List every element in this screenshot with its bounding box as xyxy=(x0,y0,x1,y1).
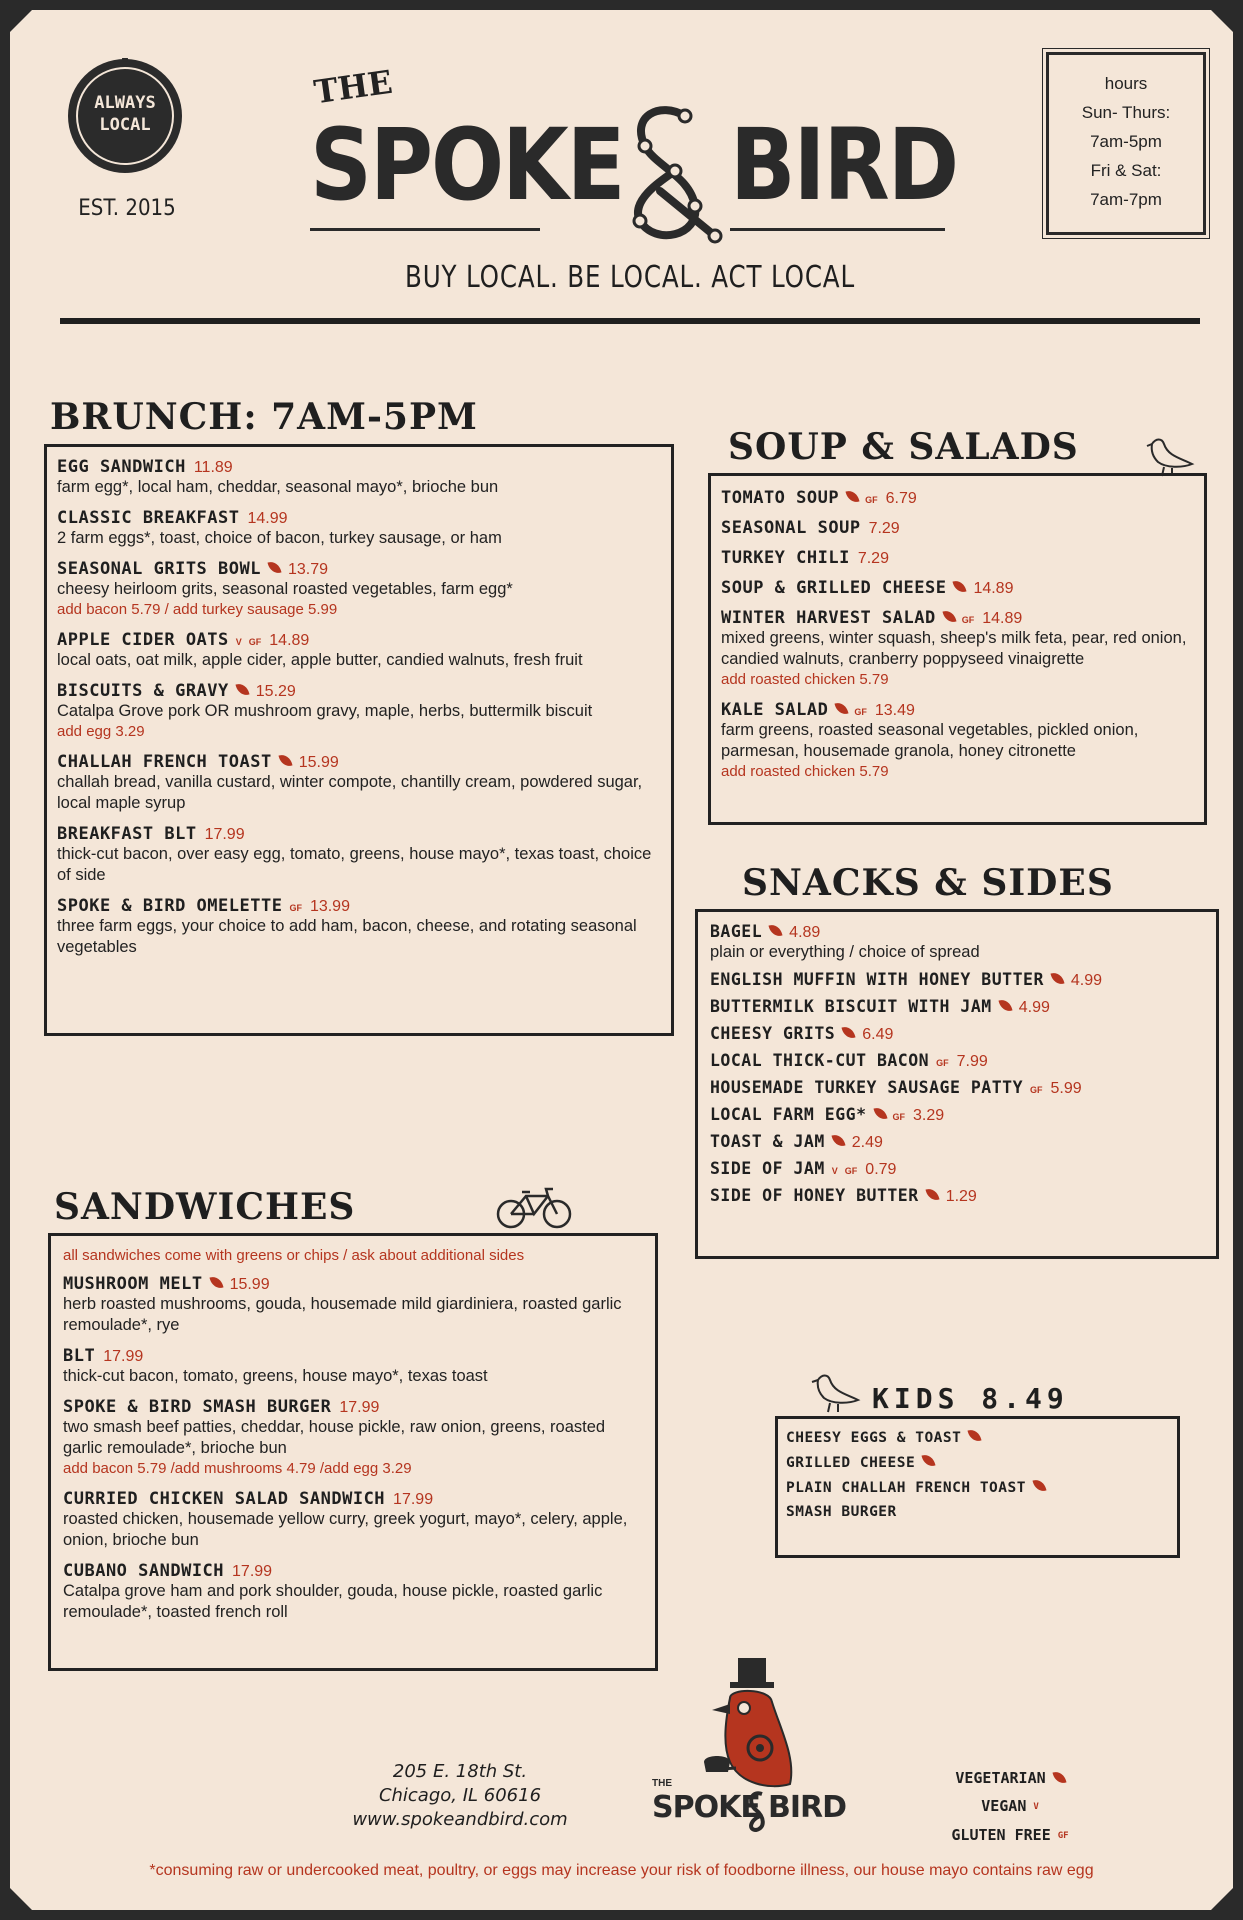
menu-item-name: CURRIED CHICKEN SALAD SANDWICH xyxy=(63,1489,386,1509)
leaf-icon xyxy=(769,923,783,938)
menu-item-description: thick-cut bacon, tomato, greens, house mayo*, texas toast xyxy=(63,1367,488,1385)
menu-item-name: BISCUITS & GRAVY xyxy=(57,681,229,701)
menu-item xyxy=(710,1186,1206,1206)
menu-item-name: KALE SALAD xyxy=(721,700,829,720)
menu-item-name: SEASONAL SOUP xyxy=(721,518,861,538)
leaf-icon xyxy=(953,579,967,594)
menu-item xyxy=(57,559,659,620)
address-line2: Chicago, IL 60616 xyxy=(378,1785,542,1806)
menu-item-price: 0.79 xyxy=(865,1161,897,1178)
leaf-icon xyxy=(925,1187,939,1202)
menu-item-description: local oats, oat milk, apple cider, apple butter, candied walnuts, fresh fruit xyxy=(57,651,583,669)
gf-mark: GF xyxy=(854,707,867,717)
menu-item-name: SPOKE & BIRD SMASH BURGER xyxy=(63,1397,332,1417)
menu-item-name: SIDE OF HONEY BUTTER xyxy=(710,1186,919,1205)
menu-item-price: 7.29 xyxy=(857,550,889,567)
leaf-icon xyxy=(968,1428,982,1443)
logo-rule xyxy=(730,228,945,231)
menu-item-addon: add roasted chicken 5.79 xyxy=(721,763,889,780)
menu-item-header xyxy=(721,548,1192,568)
menu-item-header xyxy=(57,457,659,477)
menu-item xyxy=(57,896,659,958)
gf-mark: GF xyxy=(892,1112,906,1122)
menu-item-addon: add bacon 5.79 / add turkey sausage 5.99 xyxy=(57,601,338,618)
gf-mark: GF xyxy=(844,1166,858,1176)
menu-item-name: TOAST & JAM xyxy=(710,1132,825,1151)
website-link[interactable]: www.spokeandbird.com xyxy=(352,1809,568,1830)
menu-item-description: thick-cut bacon, over easy egg, tomato, greens, house mayo*, texas toast, choice of side xyxy=(57,845,652,884)
gf-mark: GF xyxy=(865,495,878,505)
legend-vegetarian-label: VEGETARIAN xyxy=(955,1769,1046,1787)
menu-item-price: 13.99 xyxy=(309,898,350,915)
footer-logo-bird: BIRD xyxy=(768,1790,847,1825)
menu-item-description: two smash beef patties, cheddar, house pickle, raw onion, greens, roasted garlic remoulade*, brioche bun xyxy=(63,1418,606,1457)
kids-item-name: PLAIN CHALLAH FRENCH TOAST xyxy=(786,1480,1026,1496)
menu-item xyxy=(710,922,1206,963)
snacks-box xyxy=(695,909,1219,1259)
menu-item-header xyxy=(710,1051,1206,1071)
logo-spoke: SPOKE xyxy=(310,108,624,223)
menu-item xyxy=(63,1561,643,1623)
logo-bird: BIRD xyxy=(730,108,958,223)
tagline: BUY LOCAL. BE LOCAL. ACT LOCAL xyxy=(405,260,855,295)
hours-box xyxy=(1046,52,1206,235)
snacks-title: SNACKS & SIDES xyxy=(742,862,1114,904)
kids-item xyxy=(786,1504,1169,1520)
footer-logo-spoke: SPOKE xyxy=(652,1790,760,1825)
menu-item-name: SOUP & GRILLED CHEESE xyxy=(721,578,947,598)
menu-item-header xyxy=(57,896,659,916)
menu-item-header xyxy=(721,518,1192,538)
badge-line2: LOCAL xyxy=(99,115,151,135)
menu-item-description: cheesy heirloom grits, seasonal roasted vegetables, farm egg* xyxy=(57,580,513,598)
leaf-icon xyxy=(235,682,249,697)
menu-item-header xyxy=(721,608,1192,628)
menu-item-header xyxy=(710,1105,1206,1125)
address-line1: 205 E. 18th St. xyxy=(392,1761,528,1782)
soups-title: SOUP & SALADS xyxy=(728,426,1079,468)
menu-item-header xyxy=(721,578,1192,598)
menu-item-header xyxy=(63,1274,643,1294)
menu-item-price: 4.99 xyxy=(1070,972,1103,989)
corner-accent xyxy=(1211,10,1233,32)
menu-item-price: 15.29 xyxy=(255,683,296,700)
menu-item-price: 17.99 xyxy=(393,1491,434,1508)
menu-item-header xyxy=(57,508,659,528)
menu-item-name: TOMATO SOUP xyxy=(721,488,840,508)
menu-item-price: 7.29 xyxy=(868,520,900,537)
menu-item-name: BUTTERMILK BISCUIT WITH JAM xyxy=(710,997,992,1016)
menu-item xyxy=(57,824,659,886)
est-label: EST. 2015 xyxy=(78,196,176,221)
menu-item-description: three farm eggs, your choice to add ham, bacon, cheese, and rotating seasonal vegetables xyxy=(57,917,637,956)
menu-item-description: 2 farm eggs*, toast, choice of bacon, turkey sausage, or ham xyxy=(57,529,502,547)
gf-mark: GF xyxy=(1057,1831,1069,1841)
hours-line3: Fri & Sat: xyxy=(1090,161,1162,180)
menu-item-price: 11.89 xyxy=(193,459,233,476)
menu-item-price: 13.49 xyxy=(874,702,915,719)
gf-mark: GF xyxy=(1030,1085,1043,1095)
menu-item-description: herb roasted mushrooms, gouda, housemade mild giardiniera, roasted garlic remoulade*, rye xyxy=(63,1295,622,1334)
menu-item-description: roasted chicken, housemade yellow curry, greek yogurt, mayo*, celery, apple, onion, brioche bun xyxy=(63,1510,628,1549)
soups-box xyxy=(708,473,1207,825)
menu-item xyxy=(63,1397,643,1479)
menu-item-price: 13.79 xyxy=(287,561,329,578)
chain-ampersand-icon xyxy=(746,1790,768,1834)
menu-item-name: TURKEY CHILI xyxy=(721,548,850,568)
legend-gf-label: GLUTEN FREE xyxy=(951,1826,1051,1844)
menu-item xyxy=(721,488,1192,508)
menu-item xyxy=(710,1132,1206,1152)
kids-item-name: CHEESY EGGS & TOAST xyxy=(786,1430,962,1446)
menu-item-header xyxy=(710,1186,1206,1206)
leaf-icon xyxy=(835,701,849,716)
bird-icon xyxy=(810,1370,862,1414)
gf-mark: GF xyxy=(961,615,975,625)
menu-item xyxy=(710,970,1206,990)
legend-vegan xyxy=(910,1792,1110,1821)
menu-item-header xyxy=(710,1159,1206,1179)
brunch-list xyxy=(57,457,659,958)
footer-logo xyxy=(650,1658,850,1848)
menu-item xyxy=(721,578,1192,598)
menu-item-header xyxy=(710,922,1206,942)
menu-item-price: 14.99 xyxy=(247,510,288,527)
menu-item-price: 4.99 xyxy=(1018,999,1050,1016)
menu-item-price: 14.89 xyxy=(269,632,310,649)
logo-the: THE xyxy=(311,62,395,112)
menu-item xyxy=(710,1051,1206,1071)
leaf-icon xyxy=(922,1453,936,1468)
menu-item-price: 5.99 xyxy=(1050,1080,1082,1097)
kids-item xyxy=(786,1429,1169,1446)
menu-item xyxy=(63,1346,643,1387)
corner-accent xyxy=(1211,1888,1233,1910)
menu-item xyxy=(57,457,659,498)
logo-rule xyxy=(310,228,540,231)
menu-item-name: CHALLAH FRENCH TOAST xyxy=(57,752,272,772)
menu-item-addon: add bacon 5.79 /add mushrooms 4.79 /add egg 3.29 xyxy=(63,1460,412,1477)
menu-item-price: 17.99 xyxy=(103,1348,144,1365)
leaf-icon xyxy=(278,753,292,768)
menu-item-name: CHEESY GRITS xyxy=(710,1024,836,1043)
menu-item-description: Catalpa Grove pork OR mushroom gravy, maple, herbs, buttermilk biscuit xyxy=(57,702,593,720)
badge-line1: ALWAYS xyxy=(94,93,156,113)
menu-item xyxy=(710,1105,1206,1125)
menu-item-name: APPLE CIDER OATS xyxy=(57,630,229,650)
kids-item xyxy=(786,1479,1169,1496)
menu-item-price: 1.29 xyxy=(945,1188,977,1205)
menu-item-header xyxy=(63,1561,643,1581)
menu-item xyxy=(721,700,1192,782)
menu-item-price: 17.99 xyxy=(232,1563,273,1580)
menu-item xyxy=(721,518,1192,538)
logo xyxy=(310,56,958,246)
gf-mark: GF xyxy=(248,637,262,647)
menu-item-price: 14.89 xyxy=(973,580,1014,597)
menu-item-price: 15.99 xyxy=(229,1276,270,1293)
menu-item-price: 4.89 xyxy=(789,924,821,941)
menu-item-name: CUBANO SANDWICH xyxy=(63,1561,225,1581)
menu-item-header xyxy=(63,1346,643,1366)
always-local-badge xyxy=(67,58,183,174)
menu-item-header xyxy=(710,1024,1206,1044)
leaf-icon xyxy=(1050,971,1064,986)
menu-item-name: SIDE OF JAM xyxy=(710,1159,825,1178)
menu-item-name: SEASONAL GRITS BOWL xyxy=(57,559,261,579)
legend xyxy=(910,1764,1110,1850)
bicycle-icon xyxy=(496,1186,572,1230)
menu-item-header xyxy=(721,488,1192,508)
menu-item-description: challah bread, vanilla custard, winter compote, chantilly cream, powdered sugar, local maple syrup xyxy=(57,773,643,812)
legend-gluten-free xyxy=(910,1821,1110,1850)
menu-item-header xyxy=(710,1132,1206,1152)
menu-item-name: EGG SANDWICH xyxy=(57,457,186,477)
menu-item xyxy=(57,630,659,671)
menu-item-price: 3.29 xyxy=(913,1107,945,1124)
menu-item-price: 6.49 xyxy=(862,1026,894,1043)
menu-item-name: CLASSIC BREAKFAST xyxy=(57,508,240,528)
address xyxy=(330,1760,590,1832)
menu-item-description: farm egg*, local ham, cheddar, seasonal mayo*, brioche bun xyxy=(57,478,499,496)
menu-item xyxy=(63,1489,643,1551)
kids-item-name: GRILLED CHEESE xyxy=(786,1455,916,1471)
menu-item-name: BREAKFAST BLT xyxy=(57,824,197,844)
menu-item xyxy=(57,508,659,549)
kids-title: KIDS 8.49 xyxy=(872,1382,1069,1415)
menu-item xyxy=(57,681,659,742)
menu-item-header xyxy=(57,681,659,701)
menu-item-name: BLT xyxy=(63,1346,96,1366)
leaf-icon xyxy=(846,489,860,504)
hours-line2: 7am-5pm xyxy=(1090,132,1162,151)
steampunk-bird-icon xyxy=(700,1658,800,1798)
corner-accent xyxy=(10,1888,32,1910)
vegan-mark: V xyxy=(235,637,242,647)
hours-line1: Sun- Thurs: xyxy=(1081,103,1171,122)
menu-item-price: 17.99 xyxy=(204,826,245,843)
menu-item-name: SPOKE & BIRD OMELETTE xyxy=(57,896,283,916)
menu-item xyxy=(710,1159,1206,1179)
brunch-box xyxy=(44,444,674,1036)
menu-item-header xyxy=(57,752,659,772)
header-divider xyxy=(60,318,1200,324)
vegan-mark: V xyxy=(831,1166,838,1176)
corner-accent xyxy=(10,10,32,32)
menu-item-description: plain or everything / choice of spread xyxy=(710,943,980,961)
sandwich-list xyxy=(63,1274,643,1623)
kids-box xyxy=(775,1416,1180,1558)
menu-item xyxy=(721,548,1192,568)
menu-item-name: WINTER HARVEST SALAD xyxy=(721,608,936,628)
leaf-icon xyxy=(209,1275,223,1290)
legend-vegetarian xyxy=(910,1764,1110,1792)
gf-mark: GF xyxy=(289,903,302,913)
kids-item xyxy=(786,1454,1169,1471)
snack-list xyxy=(710,922,1206,1206)
menu-item-price: 15.99 xyxy=(298,754,339,771)
vegan-mark: V xyxy=(1033,1802,1039,1812)
footer-logo-the: THE xyxy=(652,1778,672,1789)
kids-item-name: SMASH BURGER xyxy=(786,1504,897,1520)
legend-vegan-label: VEGAN xyxy=(981,1797,1027,1815)
menu-item-header xyxy=(710,1078,1206,1098)
menu-item-description: farm greens, roasted seasonal vegetables, pickled onion, parmesan, housemade granola, honey citronette xyxy=(721,721,1139,760)
menu-item-header xyxy=(57,630,659,650)
chain-ampersand-icon xyxy=(600,96,730,246)
hours-title: hours xyxy=(1104,74,1148,93)
menu-item-name: BAGEL xyxy=(710,922,763,941)
menu-item xyxy=(63,1274,643,1336)
menu-item-price: 6.79 xyxy=(885,490,917,507)
menu-item-header xyxy=(57,824,659,844)
menu-item-header xyxy=(721,700,1192,720)
leaf-icon xyxy=(1052,1770,1066,1785)
menu-item-price: 7.99 xyxy=(956,1053,988,1070)
menu-item-name: MUSHROOM MELT xyxy=(63,1274,203,1294)
menu-page xyxy=(10,10,1233,1910)
menu-item-header xyxy=(57,559,659,579)
leaf-icon xyxy=(873,1106,887,1121)
menu-item-name: LOCAL THICK-CUT BACON xyxy=(710,1051,930,1070)
gf-mark: GF xyxy=(936,1058,949,1068)
menu-item-addon: add egg 3.29 xyxy=(57,723,145,740)
menu-item-header xyxy=(710,970,1206,990)
menu-item-addon: add roasted chicken 5.79 xyxy=(721,671,889,688)
kids-list xyxy=(786,1429,1169,1520)
menu-item xyxy=(721,608,1192,690)
menu-item-name: HOUSEMADE TURKEY SAUSAGE PATTY xyxy=(710,1078,1024,1097)
menu-item-name: ENGLISH MUFFIN WITH HONEY BUTTER xyxy=(710,970,1044,989)
sandwiches-note: all sandwiches come with greens or chips / ask about additional sides xyxy=(63,1247,525,1264)
soup-list xyxy=(721,488,1192,782)
menu-item xyxy=(710,997,1206,1017)
menu-item xyxy=(57,752,659,814)
sandwiches-title: SANDWICHES xyxy=(54,1186,356,1228)
menu-item-price: 14.89 xyxy=(982,610,1023,627)
leaf-icon xyxy=(831,1133,845,1148)
sandwiches-box xyxy=(48,1233,658,1671)
menu-item-description: Catalpa grove ham and pork shoulder, gouda, house pickle, roasted garlic remoulade*, toasted french roll xyxy=(63,1582,603,1621)
menu-item-name: LOCAL FARM EGG* xyxy=(710,1105,867,1124)
brunch-title: BRUNCH: 7AM-5PM xyxy=(50,396,478,438)
leaf-icon xyxy=(942,609,956,624)
leaf-icon xyxy=(267,560,281,575)
menu-item-header xyxy=(710,997,1206,1017)
menu-item-price: 2.49 xyxy=(851,1134,883,1151)
leaf-icon xyxy=(842,1025,856,1040)
leaf-icon xyxy=(998,998,1012,1013)
hours-line4: 7am-7pm xyxy=(1090,190,1162,209)
menu-item xyxy=(710,1078,1206,1098)
leaf-icon xyxy=(1032,1478,1046,1493)
menu-item-description: mixed greens, winter squash, sheep's milk feta, pear, red onion, candied walnuts, cranberry poppyseed vinaigrette xyxy=(721,629,1187,668)
menu-item-header xyxy=(63,1489,643,1509)
menu-item-price: 17.99 xyxy=(339,1399,380,1416)
menu-item xyxy=(710,1024,1206,1044)
disclaimer: *consuming raw or undercooked meat, poultry, or eggs may increase your risk of foodborne illness, our house mayo contains raw egg xyxy=(149,1862,1094,1879)
menu-item-header xyxy=(63,1397,643,1417)
